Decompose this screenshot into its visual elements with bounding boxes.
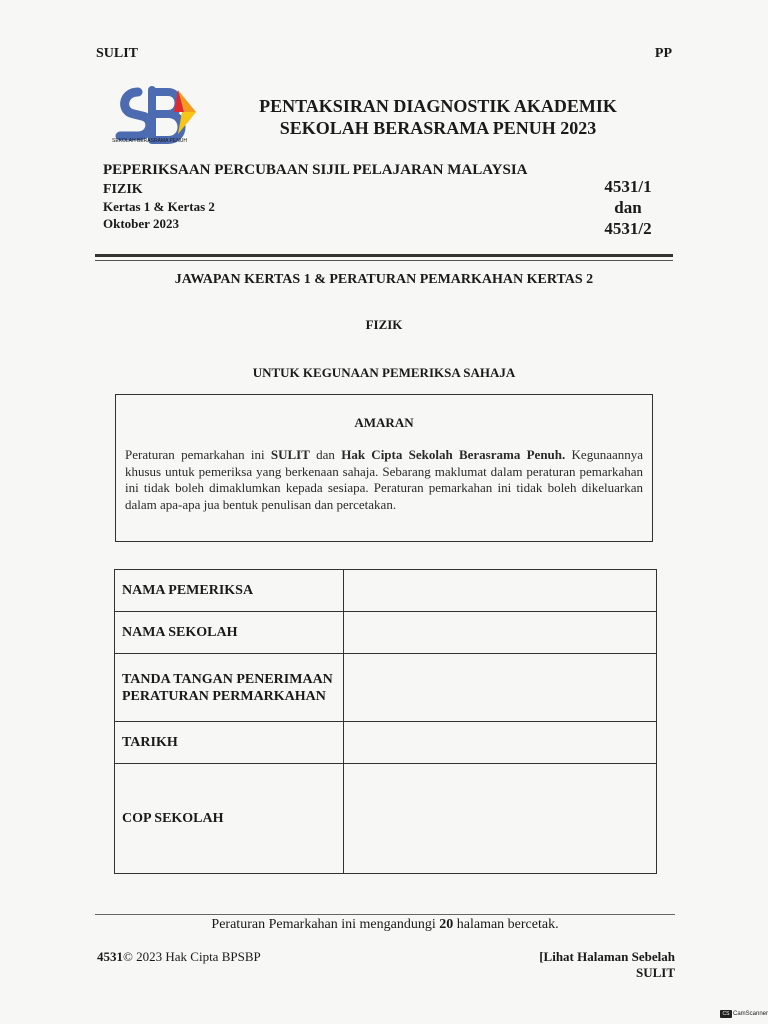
footer-copyright-text: © 2023 Hak Cipta BPSBP: [123, 949, 261, 964]
camscanner-watermark: [720, 1010, 768, 1018]
form-row: [115, 654, 657, 722]
next-page-label: [Lihat Halaman Sebelah: [539, 949, 675, 964]
warning-box: [115, 394, 653, 542]
answer-title: JAWAPAN KERTAS 1 & PERATURAN PEMARKAHAN KERTAS 2: [174, 272, 594, 287]
warning-body: [125, 447, 643, 513]
heading-line-1: PENTAKSIRAN DIAGNOSTIK AKADEMIK: [259, 96, 617, 116]
logo-caption: SEKOLAH BERASRAMA PENUH: [112, 138, 188, 144]
form-field-stamp[interactable]: [344, 764, 657, 874]
paper-code-join: dan: [614, 198, 642, 217]
warning-title: AMARAN: [354, 415, 414, 430]
footer-note-pre: Peraturan Pemarkahan ini mengandungi: [211, 917, 440, 932]
form-label-school: NAMA SEKOLAH: [115, 612, 344, 654]
form-row: [115, 764, 657, 874]
subject-center: FIZIK: [365, 317, 403, 332]
paper-code-2: 4531/2: [604, 219, 652, 238]
examiner-form: [114, 569, 657, 874]
logo-s-shape: [120, 92, 150, 136]
camscanner-label: CamScanner: [733, 1011, 768, 1017]
divider-thick: [95, 254, 673, 257]
header-pp: PP: [654, 46, 672, 61]
footer-code: 4531: [97, 949, 123, 964]
heading-line-2: SEKOLAH BERASRAMA PENUH 2023: [279, 118, 597, 138]
form-label-stamp: COP SEKOLAH: [115, 764, 344, 874]
form-row: [115, 570, 657, 612]
footer-sulit: SULIT: [635, 965, 675, 980]
form-label-signature: TANDA TANGAN PENERIMAAN PERATURAN PERMARKAHAN: [115, 654, 344, 722]
warning-text-2: dan: [309, 447, 342, 462]
exam-title: PEPERIKSAAN PERCUBAAN SIJIL PELAJARAN MALAYSIA: [103, 162, 528, 178]
warning-text-1: Peraturan pemarkahan ini: [125, 447, 271, 462]
form-label-examiner: NAMA PEMERIKSA: [115, 570, 344, 612]
form-row: [115, 722, 657, 764]
divider-thin: [95, 260, 673, 261]
form-field-signature[interactable]: [344, 654, 657, 722]
footer-note-post: halaman bercetak.: [453, 917, 559, 932]
footer-next-page: [539, 949, 675, 981]
footer-page-number: 20: [439, 917, 454, 932]
form-field-school[interactable]: [344, 612, 657, 654]
paper-code-1: 4531/1: [604, 177, 652, 196]
form-row: [115, 612, 657, 654]
warning-sulit: SULIT: [270, 447, 310, 462]
form-label-date: TARIKH: [115, 722, 344, 764]
form-field-examiner[interactable]: [344, 570, 657, 612]
examiner-only-label: UNTUK KEGUNAAN PEMERIKSA SAHAJA: [252, 365, 516, 380]
exam-date: Oktober 2023: [103, 216, 179, 231]
exam-papers: Kertas 1 & Kertas 2: [103, 199, 215, 214]
exam-subject: FIZIK: [103, 182, 143, 197]
warning-text-3: Kegunaannya khusus untuk pemeriksa yang berkenaan sahaja. Sebarang maklumat dalam peraturan pemarkahan ini tidak boleh dimaklumkan kepada sesiapa. Peraturan pemarkahan ini tidak boleh dikeluarkan dalam apa-apa jua bentuk penulisan dan percetakan.: [125, 447, 643, 512]
camscanner-icon: CS: [720, 1010, 732, 1018]
form-field-date[interactable]: [344, 722, 657, 764]
paper-codes: [593, 176, 663, 239]
document-heading: [228, 95, 648, 139]
header-sulit: SULIT: [96, 46, 139, 61]
footer-page-count: [95, 917, 675, 933]
footer-divider: [95, 914, 675, 915]
warning-copyright: Hak Cipta Sekolah Berasrama Penuh.: [341, 447, 566, 462]
footer-copyright: [97, 949, 261, 965]
